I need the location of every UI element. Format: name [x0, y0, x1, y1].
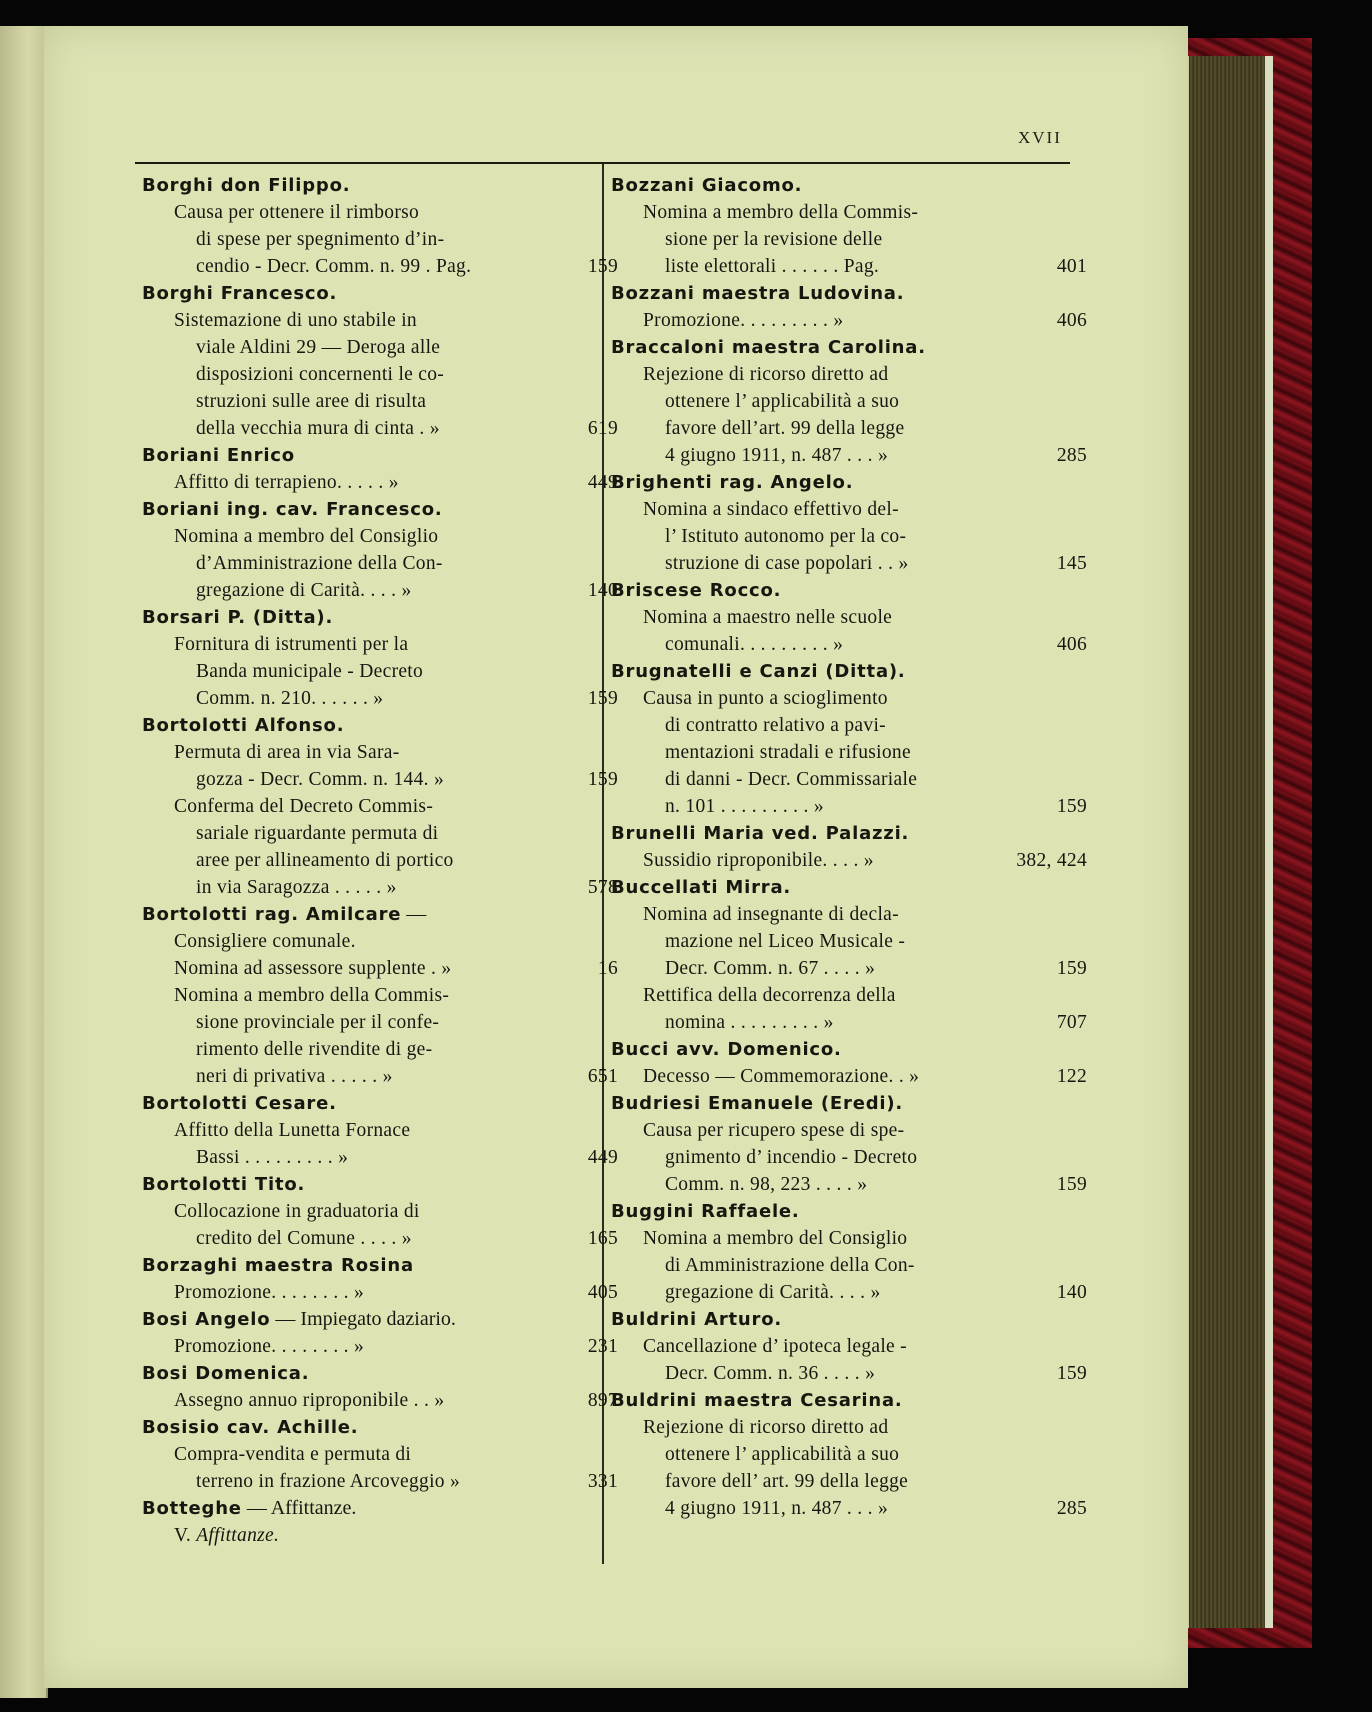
topic-line-text: Decesso — Commemorazione. . » — [643, 1066, 920, 1087]
entry-name-text: Buldrini maestra Cesarina. — [611, 1390, 903, 1411]
topic-line-text: gnimento d’ incendio - Decreto — [665, 1147, 918, 1168]
entry-topic — [142, 1441, 618, 1495]
entry-topic — [142, 1198, 618, 1252]
index-entry — [611, 469, 1087, 577]
entry-name-text: Bosi Domenica. — [142, 1363, 310, 1384]
topic-line-text: Causa per ricupero spese di spe- — [643, 1120, 905, 1141]
topic-line-text: mazione nel Liceo Musicale - — [665, 931, 906, 952]
topic-line — [142, 631, 562, 658]
entry-topic — [611, 307, 1087, 334]
index-entry — [142, 280, 618, 442]
page-number: XVII — [1018, 128, 1062, 147]
entry-topic — [611, 1063, 1087, 1090]
entry-name-text: Boriani ing. cav. Francesco. — [142, 499, 443, 520]
entry-name-text: Bortolotti Tito. — [142, 1174, 306, 1195]
entry-name — [611, 469, 1031, 496]
index-entry — [611, 1387, 1087, 1522]
index-entry — [142, 442, 618, 496]
topic-line-text: favore dell’art. 99 della legge — [665, 418, 905, 439]
topic-line-text: Decr. Comm. n. 67 . . . . » — [665, 958, 876, 979]
page-reference: 285 — [1056, 445, 1087, 466]
page-reference: 406 — [1056, 634, 1087, 655]
entry-name-tail: — Impiegato daziario. — [270, 1308, 456, 1330]
page-reference: 159 — [587, 256, 618, 277]
page-reference: 231 — [587, 1336, 618, 1357]
entry-name — [142, 280, 562, 307]
page-reference: 707 — [1056, 1012, 1087, 1033]
topic-line-text: d’Amministrazione della Con- — [196, 553, 443, 574]
topic-line — [611, 1225, 1031, 1252]
entry-name-text: Borsari P. (Ditta). — [142, 607, 334, 628]
topic-line — [142, 685, 618, 712]
entry-name — [142, 1306, 562, 1333]
topic-line-text: viale Aldini 29 — Deroga alle — [196, 337, 441, 358]
topic-line-text: Affitto della Lunetta Fornace — [174, 1120, 411, 1141]
entry-name-text: Borghi Francesco. — [142, 283, 338, 304]
index-entry — [611, 1306, 1087, 1387]
topic-line-text: cendio - Decr. Comm. n. 99 . Pag. — [196, 256, 472, 277]
entry-name-text: Bucci avv. Domenico. — [611, 1039, 842, 1060]
topic-line — [611, 496, 1031, 523]
topic-line-text: Nomina ad insegnante di decla- — [643, 904, 899, 925]
index-entry — [611, 334, 1087, 469]
index-entry — [142, 1090, 618, 1171]
entry-name — [611, 1306, 1031, 1333]
index-entry — [142, 1360, 618, 1414]
entry-name-text: Bosisio cav. Achille. — [142, 1417, 359, 1438]
topic-line — [142, 766, 618, 793]
entry-topic — [611, 1225, 1087, 1306]
topic-line — [611, 712, 1031, 739]
entry-topic — [142, 199, 618, 280]
topic-line — [611, 1009, 1087, 1036]
topic-line-text: sione per la revisione delle — [665, 229, 883, 250]
topic-line-text: gregazione di Carità. . . . » — [665, 1282, 881, 1303]
topic-line-text: credito del Comune . . . . » — [196, 1228, 412, 1249]
topic-line — [611, 685, 1031, 712]
entry-name — [142, 1171, 562, 1198]
entry-name-text: Braccaloni maestra Carolina. — [611, 337, 926, 358]
topic-line-text: Nomina a membro del Consiglio — [643, 1228, 908, 1249]
entry-topic — [611, 496, 1087, 577]
entry-name-text: Budriesi Emanuele (Eredi). — [611, 1093, 904, 1114]
topic-line — [611, 982, 1031, 1009]
topic-line — [142, 415, 618, 442]
page-reference: 165 — [587, 1228, 618, 1249]
entry-topic — [142, 739, 618, 793]
topic-line-text: di spese per spegnimento d’in- — [196, 229, 445, 250]
topic-line-text: terreno in frazione Arcoveggio » — [196, 1471, 461, 1492]
entry-name-text: Brighenti rag. Angelo. — [611, 472, 854, 493]
topic-line — [611, 739, 1031, 766]
topic-line-text: Affitto di terrapieno. . . . . » — [174, 472, 399, 493]
topic-line — [611, 901, 1031, 928]
topic-line — [611, 1441, 1031, 1468]
topic-line-text: disposizioni concernenti le co- — [196, 364, 445, 385]
topic-line — [142, 1279, 618, 1306]
entry-name-text: Briscese Rocco. — [611, 580, 782, 601]
index-entry — [611, 658, 1087, 820]
topic-line — [611, 604, 1031, 631]
topic-line — [611, 766, 1031, 793]
entry-name — [611, 577, 1031, 604]
entry-name-text: Buccellati Mirra. — [611, 877, 792, 898]
page-reference: 897 — [587, 1390, 618, 1411]
topic-line — [142, 523, 562, 550]
topic-line-text: favore dell’ art. 99 della legge — [665, 1471, 909, 1492]
topic-line-text: mentazioni stradali e rifusione — [665, 742, 911, 763]
topic-line-text: Nomina a maestro nelle scuole — [643, 607, 893, 628]
entry-topic — [611, 604, 1087, 658]
index-entry — [142, 712, 618, 901]
entry-name-text: Borzaghi maestra Rosina — [142, 1255, 414, 1276]
topic-line — [142, 226, 562, 253]
topic-line — [611, 226, 1031, 253]
entry-name-text: Botteghe — [142, 1498, 242, 1519]
topic-line-text: Assegno annuo riproponibile . . » — [174, 1390, 445, 1411]
page-reference: 140 — [587, 580, 618, 601]
entry-topic — [611, 1117, 1087, 1198]
entry-name — [142, 604, 562, 631]
topic-line — [142, 577, 618, 604]
index-entry — [611, 1198, 1087, 1306]
topic-line-text: nomina . . . . . . . . . » — [665, 1012, 834, 1033]
topic-line-text: Nomina ad assessore supplente . » — [174, 958, 452, 979]
entry-name — [611, 1036, 1031, 1063]
topic-line-text: sariale riguardante permuta di — [196, 823, 439, 844]
topic-line — [142, 1009, 562, 1036]
entry-topic — [611, 199, 1087, 280]
index-entry — [611, 1090, 1087, 1198]
topic-line-text: Sistemazione di uno stabile in — [174, 310, 417, 331]
left-page-edge — [0, 26, 48, 1698]
topic-line — [611, 307, 1087, 334]
entry-name — [611, 820, 1031, 847]
topic-line — [142, 1063, 618, 1090]
entry-name-text: Bosi Angelo — [142, 1309, 271, 1330]
index-entry — [142, 1252, 618, 1306]
entry-topic — [142, 1279, 618, 1306]
entry-name — [142, 496, 562, 523]
topic-line-text: ottenere l’ applicabilità a suo — [665, 391, 900, 412]
topic-line — [611, 1360, 1087, 1387]
entry-name — [611, 874, 1031, 901]
topic-line-text: Causa per ottenere il rimborso — [174, 202, 420, 223]
entry-name-tail: — Affittanze. — [241, 1497, 357, 1519]
entry-topic — [611, 847, 1087, 874]
topic-line-text: Cancellazione d’ ipoteca legale - — [643, 1336, 907, 1357]
topic-line — [611, 1279, 1087, 1306]
entry-topic — [142, 955, 618, 982]
topic-line-text: Rejezione di ricorso diretto ad — [643, 364, 889, 385]
topic-line-text: Decr. Comm. n. 36 . . . . » — [665, 1363, 876, 1384]
entry-topic — [611, 1414, 1087, 1522]
entry-name-text: Borghi don Filippo. — [142, 175, 351, 196]
index-entry — [142, 1495, 562, 1549]
topic-line-text: Collocazione in graduatoria di — [174, 1201, 420, 1222]
topic-line-text: Nomina a membro del Consiglio — [174, 526, 439, 547]
topic-line — [142, 253, 618, 280]
topic-line-text: aree per allineamento di portico — [196, 850, 454, 871]
entry-topic — [142, 1117, 618, 1171]
topic-line — [142, 469, 618, 496]
topic-line-text: neri di privativa . . . . . » — [196, 1066, 393, 1087]
entry-name-text: Boriani Enrico — [142, 445, 295, 466]
page-reference: 331 — [587, 1471, 618, 1492]
page-reference: 449 — [587, 1147, 618, 1168]
topic-line — [142, 739, 562, 766]
entry-name-text: Buldrini Arturo. — [611, 1309, 782, 1330]
topic-line — [142, 550, 562, 577]
index-entry — [611, 172, 1087, 280]
topic-line — [142, 1441, 562, 1468]
topic-line — [142, 820, 562, 847]
topic-line — [611, 361, 1031, 388]
topic-line-text: Promozione. . . . . . . . » — [174, 1336, 365, 1357]
page-reference: 159 — [1056, 1363, 1087, 1384]
topic-line — [142, 1225, 618, 1252]
topic-line — [611, 1495, 1087, 1522]
entry-topic — [611, 982, 1087, 1036]
entry-topic — [142, 307, 618, 442]
entry-name — [142, 1252, 562, 1279]
topic-line — [611, 523, 1031, 550]
topic-line-text: gozza - Decr. Comm. n. 144. » — [196, 769, 445, 790]
entry-name — [611, 1198, 1031, 1225]
page-reference: 159 — [1056, 1174, 1087, 1195]
page-reference: 159 — [587, 688, 618, 709]
topic-line-text: V. Affittanze. — [174, 1525, 280, 1546]
topic-line-text: ottenere l’ applicabilità a suo — [665, 1444, 900, 1465]
entry-topic — [142, 1387, 618, 1414]
page-reference: 140 — [1056, 1282, 1087, 1303]
topic-line — [142, 874, 618, 901]
entry-name — [142, 1414, 562, 1441]
page-reference: 382, 424 — [1016, 850, 1087, 871]
topic-line — [611, 415, 1031, 442]
entry-name-text: Bortolotti rag. Amilcare — [142, 904, 402, 925]
topic-line — [142, 1117, 562, 1144]
topic-line-text: di Amministrazione della Con- — [665, 1255, 915, 1276]
topic-line — [611, 199, 1031, 226]
topic-line-text: n. 101 . . . . . . . . . » — [665, 796, 824, 817]
index-entry — [142, 496, 618, 604]
index-entry — [611, 577, 1087, 658]
topic-line — [142, 307, 562, 334]
topic-line — [142, 928, 562, 955]
entry-name — [142, 442, 562, 469]
topic-line — [611, 442, 1087, 469]
topic-line-text: Rejezione di ricorso diretto ad — [643, 1417, 889, 1438]
entry-name — [611, 1090, 1031, 1117]
topic-line-text: rimento delle rivendite di ge- — [196, 1039, 433, 1060]
topic-line — [611, 388, 1031, 415]
entry-topic — [142, 928, 562, 955]
entry-topic — [142, 793, 618, 901]
topic-line-text: Causa in punto a scioglimento — [643, 688, 888, 709]
topic-line-text: l’ Istituto autonomo per la co- — [665, 526, 907, 547]
entry-topic — [142, 631, 618, 712]
page-reference: 16 — [597, 958, 618, 979]
entry-name-text: Buggini Raffaele. — [611, 1201, 800, 1222]
entry-name-text: Brugnatelli e Canzi (Ditta). — [611, 661, 906, 682]
topic-line — [142, 334, 562, 361]
topic-line — [142, 1036, 562, 1063]
page-reference: 578 — [587, 877, 618, 898]
topic-line-text: Comm. n. 98, 223 . . . . » — [665, 1174, 868, 1195]
topic-line — [142, 361, 562, 388]
topic-line — [611, 1117, 1031, 1144]
entry-topic — [611, 361, 1087, 469]
topic-line — [142, 1333, 618, 1360]
page-reference: 159 — [1056, 958, 1087, 979]
page-reference: 145 — [1056, 553, 1087, 574]
topic-line-text: Fornitura di istrumenti per la — [174, 634, 409, 655]
entry-name — [142, 901, 562, 928]
topic-line — [142, 1522, 562, 1549]
topic-line-text: Compra-vendita e permuta di — [174, 1444, 412, 1465]
page-reference: 405 — [587, 1282, 618, 1303]
topic-line-text: struzione di case popolari . . » — [665, 553, 909, 574]
topic-line — [611, 253, 1087, 280]
entry-topic — [611, 901, 1087, 982]
index-entry — [142, 1306, 618, 1360]
topic-line-text: Conferma del Decreto Commis- — [174, 796, 434, 817]
topic-line — [611, 928, 1031, 955]
page-reference: 159 — [1056, 796, 1087, 817]
topic-line-text: della vecchia mura di cinta . » — [196, 418, 440, 439]
topic-line-text: Sussidio riproponibile. . . . » — [643, 850, 874, 871]
entry-topic — [142, 982, 618, 1090]
topic-line — [611, 1144, 1031, 1171]
topic-line — [142, 1198, 562, 1225]
topic-line-text: gregazione di Carità. . . . » — [196, 580, 412, 601]
index-column-left — [142, 172, 618, 1549]
topic-line-text: 4 giugno 1911, n. 487 . . . » — [665, 445, 889, 466]
entry-topic — [142, 469, 618, 496]
topic-line-text: di contratto relativo a pavi- — [665, 715, 886, 736]
page-reference: 122 — [1056, 1066, 1087, 1087]
topic-line-text: Permuta di area in via Sara- — [174, 742, 400, 763]
topic-line — [611, 847, 1087, 874]
topic-line-text: struzioni sulle aree di risulta — [196, 391, 427, 412]
page-reference: 285 — [1056, 1498, 1087, 1519]
page-reference: 401 — [1056, 256, 1087, 277]
topic-line — [142, 199, 562, 226]
entry-name — [142, 1090, 562, 1117]
index-entry — [142, 1414, 618, 1495]
entry-name — [611, 658, 1031, 685]
entry-name-text: Bortolotti Alfonso. — [142, 715, 345, 736]
entry-name — [142, 1360, 562, 1387]
index-entry — [611, 1036, 1087, 1090]
index-column-right — [611, 172, 1087, 1522]
topic-line-text: sione provinciale per il confe- — [196, 1012, 440, 1033]
topic-line — [611, 1171, 1087, 1198]
topic-line — [611, 550, 1087, 577]
entry-name-text: Bozzani Giacomo. — [611, 175, 803, 196]
entry-name — [611, 280, 1031, 307]
page-reference: 651 — [587, 1066, 618, 1087]
topic-line — [611, 1468, 1031, 1495]
entry-name-tail: — — [401, 903, 427, 925]
page-reference: 159 — [587, 769, 618, 790]
entry-name — [142, 172, 562, 199]
topic-line-text: Nomina a membro della Commis- — [643, 202, 919, 223]
topic-line — [142, 388, 562, 415]
topic-line — [611, 1252, 1031, 1279]
topic-line — [611, 631, 1087, 658]
entry-topic — [611, 685, 1087, 820]
entry-topic — [142, 1522, 562, 1549]
topic-line-text: 4 giugno 1911, n. 487 . . . » — [665, 1498, 889, 1519]
topic-line-text: Comm. n. 210. . . . . . » — [196, 688, 384, 709]
topic-line-text: Nomina a membro della Commis- — [174, 985, 450, 1006]
index-entry — [142, 1171, 618, 1252]
topic-line — [142, 955, 618, 982]
index-entry — [142, 604, 618, 712]
topic-line — [611, 1063, 1087, 1090]
entry-topic — [142, 523, 618, 604]
index-entry — [611, 280, 1087, 334]
page-block-edges — [1186, 56, 1267, 1628]
topic-line — [142, 847, 562, 874]
entry-name-text: Bortolotti Cesare. — [142, 1093, 337, 1114]
topic-line-text: Consigliere comunale. — [174, 931, 356, 952]
topic-line-text: in via Saragozza . . . . . » — [196, 877, 397, 898]
entry-name-text: Bozzani maestra Ludovina. — [611, 283, 905, 304]
topic-line-text: Banda municipale - Decreto — [196, 661, 424, 682]
topic-line — [142, 658, 562, 685]
topic-line-text: di danni - Decr. Commissariale — [665, 769, 918, 790]
index-entry — [611, 874, 1087, 1036]
entry-name — [142, 712, 562, 739]
topic-line-text: Promozione. . . . . . . . . » — [643, 310, 844, 331]
topic-line — [142, 1468, 618, 1495]
topic-line — [611, 1333, 1031, 1360]
topic-line-text: Nomina a sindaco effettivo del- — [643, 499, 899, 520]
topic-line — [611, 1414, 1031, 1441]
topic-line — [142, 793, 562, 820]
topic-line-text: Rettifica della decorrenza della — [643, 985, 896, 1006]
topic-line — [142, 1144, 618, 1171]
index-entry — [611, 820, 1087, 874]
topic-line — [142, 1387, 618, 1414]
entry-name — [611, 1387, 1031, 1414]
entry-name — [611, 172, 1031, 199]
entry-topic — [142, 1333, 618, 1360]
entry-name-text: Brunelli Maria ved. Palazzi. — [611, 823, 910, 844]
page-reference: 406 — [1056, 310, 1087, 331]
entry-topic — [611, 1333, 1087, 1387]
topic-line — [611, 793, 1087, 820]
topic-line — [142, 982, 562, 1009]
index-entry — [142, 172, 618, 280]
topic-line-text: liste elettorali . . . . . . Pag. — [665, 256, 880, 277]
topic-line — [611, 955, 1087, 982]
index-entry — [142, 901, 618, 1090]
page-reference: 449 — [587, 472, 618, 493]
topic-line-text: Bassi . . . . . . . . . » — [196, 1147, 349, 1168]
entry-name — [142, 1495, 562, 1522]
topic-line-text: comunali. . . . . . . . . » — [665, 634, 844, 655]
page-reference: 619 — [587, 418, 618, 439]
topic-line-text: Promozione. . . . . . . . » — [174, 1282, 365, 1303]
entry-name — [611, 334, 1031, 361]
